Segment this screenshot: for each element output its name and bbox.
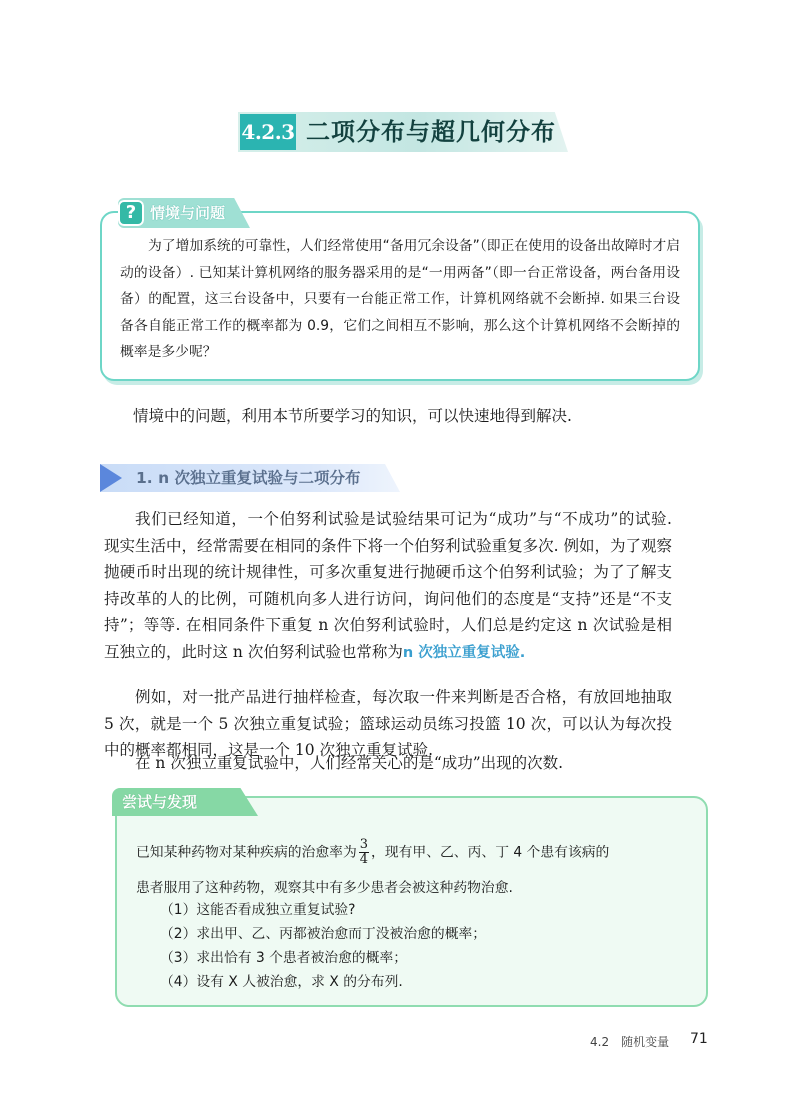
cure-rate-fraction [359,838,369,867]
question-item: （1）这能否看成独立重复试验? [160,902,356,918]
body-paragraph-2: 例如，对一批产品进行抽样检查，每次取一件来判断是否合格，有放回地抽取 5 次，就是一个 5 次独立重复试验；篮球运动员练习投篮 10 次，可以认为每次投中的概率都相同，这是一个 10 次独立重复试验. [104,688,672,760]
question-item: （2）求出甲、乙、丙都被治愈而丁没被治愈的概率； [160,926,487,942]
section-title: 二项分布与超几何分布 [306,118,556,146]
body-paragraph-1-text: 我们已经知道，一个伯努利试验是试验结果可记为“成功”与“不成功”的试验. 现实生活中，经常需要在相同的条件下将一个伯努利试验重复多次. 例如，为了观察抛硬币时出现的统计规律性，可多次重复进行抛硬币这个伯努利试验；为了了解支持改革的人的比例，可随机向多人进行访问，询问他们的态度是“支持”还是“不支持”；等等. 在相同条件下重复 n 次伯努利试验时，人们总是约定这 n 次试验是相互独立的，此时这 n 次伯努利试验也常称为 [104,510,672,661]
section-number: 4.2.3 [240,114,296,150]
question-icon: ? [118,200,144,226]
page-number: 71 [690,1031,708,1047]
question-item: （3）求出恰有 3 个患者被治愈的概率； [160,950,408,966]
subsection-title: 1. n 次独立重复试验与二项分布 [136,469,361,487]
body-paragraph-3: 在 n 次独立重复试验中，人们经常关心的是“成功”出现的次数. [135,754,564,772]
problem-statement-line-2: 患者服用了这种药物，观察其中有多少患者会被这种药物治愈. [136,880,513,896]
question-item: （4）设有 X 人被治愈，求 X 的分布列. [160,974,403,990]
intro-paragraph: 情境中的问题，利用本节所要学习的知识，可以快速地得到解决. [133,407,572,425]
subsection-arrow-icon [100,464,122,492]
fraction-denominator: 4 [359,852,369,867]
problem-text-part-2: ，现有甲、乙、丙、丁 4 个患有该病的 [371,844,610,861]
try-discover-label: 尝试与发现 [122,793,198,811]
problem-text-part-1: 已知某种药物对某种疾病的治愈率为 [136,844,357,861]
body-paragraph-1 [104,506,672,667]
problem-statement-line-1 [136,837,610,867]
key-term: n 次独立重复试验. [402,644,526,661]
footer-section-ref: 4.2 随机变量 [590,1035,670,1049]
scenario-text: 为了增加系统的可靠性，人们经常使用“备用冗余设备”（即正在使用的设备出故障时才启动的设备）. 已知某计算机网络的服务器采用的是“一用两备”（即一台正常设备，两台备用设备）的配置，这三台设备中，只要有一台能正常工作，计算机网络就不会断掉. 如果三台设备各自能正常工作的概率都为 0.9，它们之间相互不影响，那么这个计算机网络不会断掉的概率是多少呢？ [120,238,680,360]
scenario-label: 情境与问题 [150,204,226,222]
fraction-numerator: 3 [359,837,369,852]
